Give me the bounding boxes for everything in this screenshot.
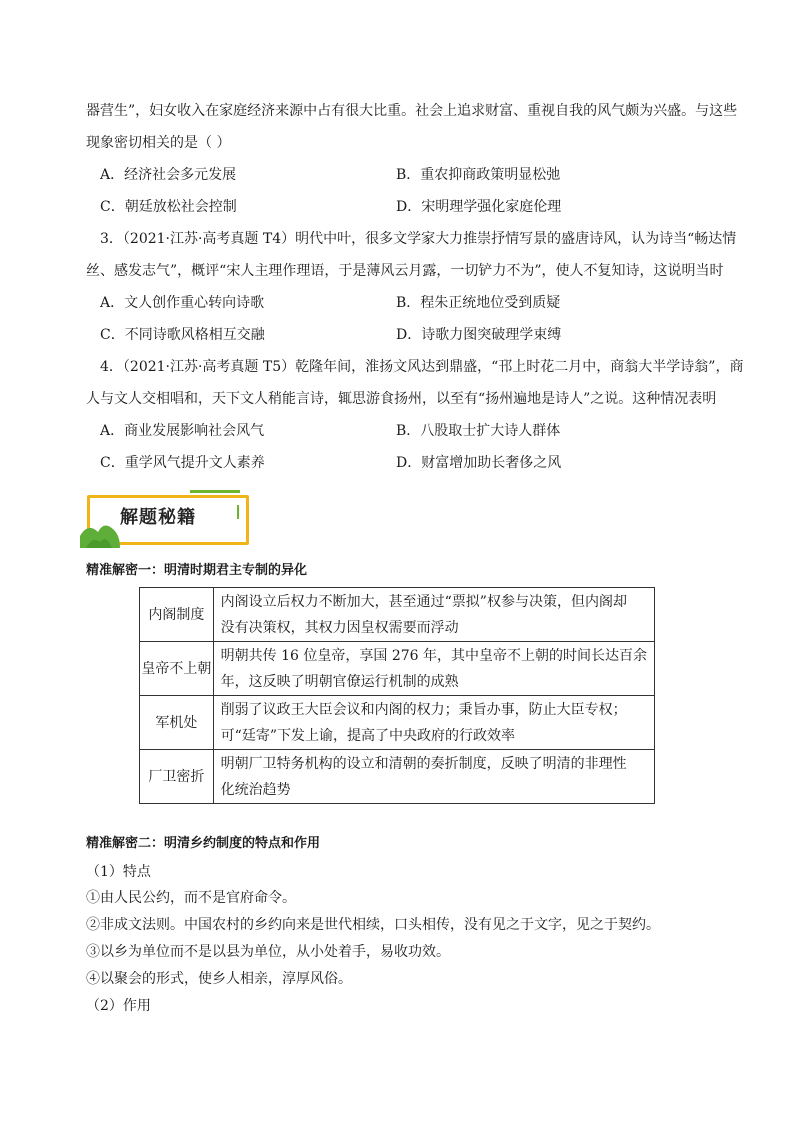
table-value-line: 削弱了议政王大臣会议和内阁的权力；秉旨办事，防止大臣专权； [220, 701, 627, 718]
feature-point-4: ④以聚会的形式，使乡人相亲，淳厚风俗。 [86, 971, 352, 987]
section2-heading: 精准解密二：明清乡约制度的特点和作用 [86, 836, 321, 851]
table-key-cell: 皇帝不上朝 [140, 642, 214, 696]
q4-stem-line1: 4．（2021·江苏·高考真题 T5）乾隆年间，淮扬文风达到鼎盛，“邗上时花二月中，商翁大半学诗翁”，商 [100, 359, 744, 375]
table-row [140, 696, 655, 750]
q3-option-d[interactable]: D．诗歌力图突破理学束缚 [396, 327, 562, 343]
badge-title: 解题秘籍 [120, 507, 196, 528]
feature-point-3: ③以乡为单位而不是以县为单位，从小处着手，易收功效。 [86, 944, 450, 960]
table-value-line: 没有决策权，其权力因皇权需要而浮动 [220, 619, 459, 636]
q4-option-d[interactable]: D．财富增加助长奢侈之风 [396, 455, 562, 471]
table-key-cell: 内阁制度 [140, 588, 214, 642]
q2-stem-line1: 器营生”，妇女收入在家庭经济来源中占有很大比重。社会上追求财富、重视自我的风气颇为兴盛。与这些 [86, 103, 738, 119]
monarchy-table [139, 587, 655, 804]
table-value-line: 内阁设立后权力不断加大，甚至通过“票拟”权参与决策，但内阁却 [220, 593, 627, 610]
q2-option-c[interactable]: C．朝廷放松社会控制 [100, 199, 237, 215]
feature-point-1: ①由人民公约，而不是官府命令。 [86, 890, 296, 906]
q3-stem-line2: 丝、感发志气”，概评“宋人主理作理语，于是薄风云月露，一切铲力不为”，使人不复知诗，这说明当时 [86, 263, 724, 279]
table-value-cell [213, 588, 654, 642]
table-row [140, 750, 655, 804]
q2-option-d[interactable]: D．宋明理学强化家庭伦理 [396, 199, 562, 215]
table-value-cell [213, 642, 654, 696]
q3-stem-line1: 3．（2021·江苏·高考真题 T4）明代中叶，很多文学家大力推崇抒情写景的盛唐诗风，认为诗当“畅达情 [100, 231, 737, 247]
q2-option-a[interactable]: A．经济社会多元发展 [100, 167, 237, 183]
table-row [140, 642, 655, 696]
q4-stem-line2: 人与文人交相唱和，天下文人稍能言诗，辄思游食扬州，以至有“扬州遍地是诗人”之说。这种情况表明 [86, 391, 717, 407]
table-value-cell [213, 696, 654, 750]
feature-point-2: ②非成文法则。中国农村的乡约向来是世代相续，口头相传，没有见之于文字，见之于契约。 [86, 917, 660, 933]
q3-option-b[interactable]: B．程朱正统地位受到质疑 [396, 295, 561, 311]
table-value-line: 明朝共传 16 位皇帝，享国 276 年，其中皇帝不上朝的时间长达百余 [220, 647, 647, 664]
q2-option-b[interactable]: B．重农抑商政策明显松弛 [396, 167, 561, 183]
table-key-cell: 厂卫密折 [140, 750, 214, 804]
badge-accent-line [190, 490, 240, 493]
q4-option-b[interactable]: B．八股取士扩大诗人群体 [396, 423, 561, 439]
q3-option-a[interactable]: A．文人创作重心转向诗歌 [100, 295, 265, 311]
section1-heading: 精准解密一：明清时期君主专制的异化 [86, 563, 308, 578]
table-value-line: 年，这反映了明朝官僚运行机制的成熟 [220, 673, 459, 690]
q4-option-c[interactable]: C．重学风气提升文人素养 [100, 455, 265, 471]
section-badge [80, 490, 248, 552]
q4-option-a[interactable]: A．商业发展影响社会风气 [100, 423, 265, 439]
table-key-cell: 军机处 [140, 696, 214, 750]
badge-accent-tick [237, 505, 239, 519]
section2-subheading-effects: （2）作用 [86, 998, 151, 1014]
table-value-line: 可“廷寄”下发上谕，提高了中央政府的行政效率 [220, 727, 515, 744]
table-value-line: 化统治趋势 [220, 781, 291, 798]
q3-option-c[interactable]: C．不同诗歌风格相互交融 [100, 327, 265, 343]
table-value-line: 明朝厂卫特务机构的设立和清朝的奏折制度，反映了明清的非理性 [220, 755, 627, 772]
table-value-cell [213, 750, 654, 804]
q2-stem-line2: 现象密切相关的是（ ） [86, 135, 231, 151]
table-row [140, 588, 655, 642]
section2-subheading-features: （1）特点 [86, 864, 151, 880]
